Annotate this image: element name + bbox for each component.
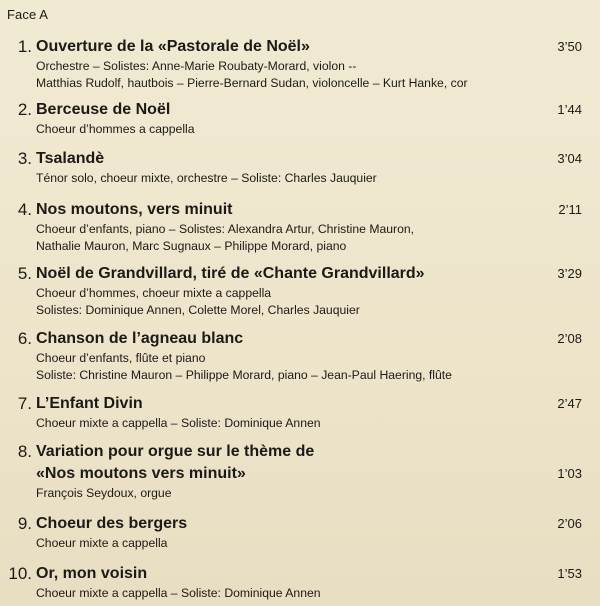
track-duration: 3’50 bbox=[557, 39, 582, 54]
track-credits: Choeur mixte a cappella – Soliste: Dominique Annen bbox=[36, 586, 321, 600]
track-credits: Solistes: Dominique Annen, Colette Morel, Charles Jauquier bbox=[36, 303, 360, 317]
track-credits: Matthias Rudolf, hautbois – Pierre-Bernard Sudan, violoncelle – Kurt Hanke, cor bbox=[36, 76, 468, 90]
track-duration: 1’03 bbox=[557, 466, 582, 481]
track-item bbox=[0, 441, 600, 500]
track-title: Choeur des bergers bbox=[36, 515, 188, 532]
track-credits: Choeur d’hommes a cappella bbox=[36, 122, 195, 136]
track-item bbox=[0, 328, 600, 382]
track-title: Tsalandè bbox=[36, 150, 105, 167]
track-duration: 3’04 bbox=[557, 151, 582, 166]
track-number: 6. bbox=[17, 329, 32, 348]
track-number: 7. bbox=[17, 394, 32, 413]
track-item bbox=[0, 563, 600, 600]
track-item bbox=[0, 263, 600, 317]
track-title: Nos moutons, vers minuit bbox=[36, 201, 233, 218]
track-duration: 2’47 bbox=[557, 396, 582, 411]
track-duration: 1’44 bbox=[557, 102, 582, 117]
track-credits: François Seydoux, orgue bbox=[36, 486, 172, 500]
track-credits: Choeur d’enfants, piano – Solistes: Alexandra Artur, Christine Mauron, bbox=[36, 222, 415, 236]
track-credits: Choeur mixte a cappella bbox=[36, 536, 168, 550]
track-title: L’Enfant Divin bbox=[36, 395, 143, 412]
track-title: Berceuse de Noël bbox=[36, 101, 171, 118]
track-credits: Soliste: Christine Mauron – Philippe Morard, piano – Jean-Paul Haering, flûte bbox=[36, 368, 452, 382]
track-title: Noël de Grandvillard, tiré de «Chante Grandvillard» bbox=[36, 265, 425, 282]
track-title: Chanson de l’agneau blanc bbox=[36, 330, 244, 347]
track-item bbox=[0, 36, 600, 90]
track-title-continued: «Nos moutons vers minuit» bbox=[36, 465, 246, 482]
track-duration: 1’53 bbox=[557, 566, 582, 581]
track-title: Variation pour orgue sur le thème de bbox=[36, 443, 315, 460]
track-credits: Choeur mixte a cappella – Soliste: Dominique Annen bbox=[36, 416, 321, 430]
track-title: Ouverture de la «Pastorale de Noël» bbox=[36, 38, 310, 55]
track-number: 2. bbox=[17, 100, 32, 119]
track-item bbox=[0, 513, 600, 550]
track-item bbox=[0, 99, 600, 136]
track-number: 10. bbox=[8, 564, 32, 583]
track-item bbox=[0, 393, 600, 430]
track-credits: Choeur d’hommes, choeur mixte a cappella bbox=[36, 286, 272, 300]
track-item bbox=[0, 148, 600, 185]
track-number: 1. bbox=[17, 37, 32, 56]
track-number: 9. bbox=[17, 514, 32, 533]
track-credits: Nathalie Mauron, Marc Sugnaux – Philippe Morard, piano bbox=[36, 239, 347, 253]
track-number: 5. bbox=[17, 264, 32, 283]
track-credits: Choeur d’enfants, flûte et piano bbox=[36, 351, 206, 365]
track-credits: Orchestre – Solistes: Anne-Marie Roubaty-Morard, violon -- bbox=[36, 59, 357, 73]
track-title: Or, mon voisin bbox=[36, 565, 148, 582]
track-duration: 2’06 bbox=[557, 516, 582, 531]
track-duration: 2’08 bbox=[557, 331, 582, 346]
track-credits: Ténor solo, choeur mixte, orchestre – Soliste: Charles Jauquier bbox=[36, 171, 377, 185]
track-number: 3. bbox=[17, 149, 32, 168]
track-number: 8. bbox=[17, 442, 32, 461]
face-label: Face A bbox=[7, 7, 49, 22]
track-duration: 2’11 bbox=[558, 202, 582, 217]
track-duration: 3’29 bbox=[557, 266, 582, 281]
track-number: 4. bbox=[17, 200, 32, 219]
track-item bbox=[0, 199, 600, 253]
